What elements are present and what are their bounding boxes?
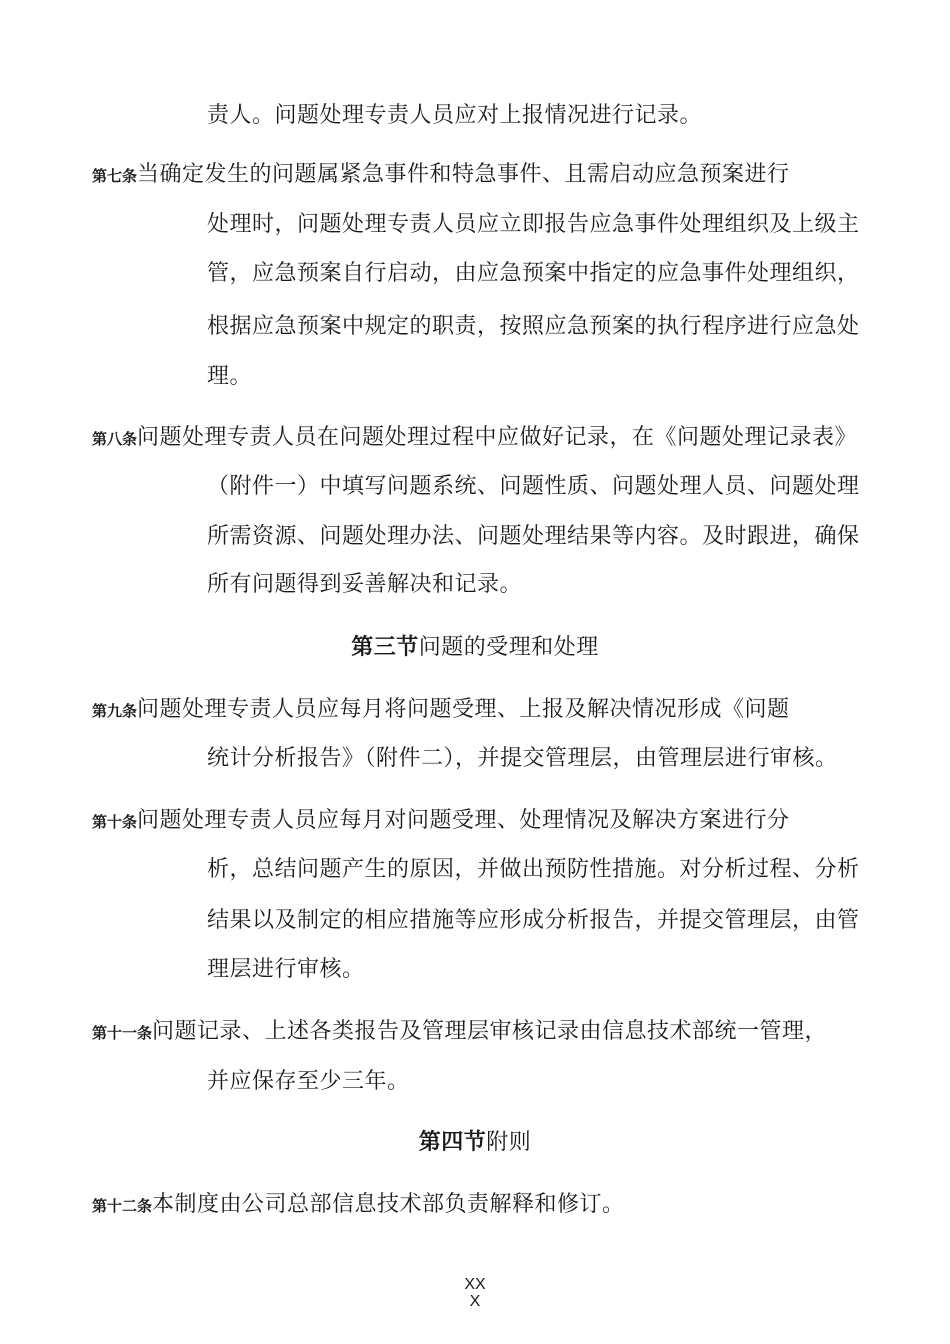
article-10-line-4: 理层进行审核。 xyxy=(207,957,365,982)
section-title: 附则 xyxy=(486,1130,532,1155)
article-text: 问题记录、上述各类报告及管理层审核记录由信息技术部统一管理， xyxy=(152,1019,828,1044)
article-text: 本制度由公司总部信息技术部负责解释和修订。 xyxy=(152,1192,625,1217)
article-label: 第十二条 xyxy=(92,1197,153,1215)
article-label: 第七条 xyxy=(92,167,138,185)
article-label: 第十条 xyxy=(92,813,138,831)
article-8 xyxy=(92,423,857,454)
article-11 xyxy=(92,1017,827,1048)
article-9-line-2: 统计分析报告》（附件二），并提交管理层，由管理层进行审核。 xyxy=(207,746,838,771)
section-title: 问题的受理和处理 xyxy=(418,635,599,660)
article-text: 问题处理专责人员应每月将问题受理、上报及解决情况形成《问题 xyxy=(137,697,790,722)
page-footer-line-2: X xyxy=(469,1293,481,1310)
article-8-line-2: （附件一）中填写问题系统、问题性质、问题处理人员、问题处理 xyxy=(207,474,860,499)
article-label: 第九条 xyxy=(92,702,138,720)
article-12 xyxy=(92,1190,625,1221)
article-7-line-3: 管，应急预案自行启动，由应急预案中指定的应急事件处理组织， xyxy=(207,261,860,286)
article-7-line-2: 处理时，问题处理专责人员应立即报告应急事件处理组织及上级主 xyxy=(207,212,860,237)
article-9 xyxy=(92,695,790,726)
article-7-line-4: 根据应急预案中规定的职责，按照应急预案的执行程序进行应急处 xyxy=(207,314,860,339)
article-text: 当确定发生的问题属紧急事件和特急事件、且需启动应急预案进行 xyxy=(137,162,790,187)
article-11-line-2: 并应保存至少三年。 xyxy=(207,1069,410,1094)
article-10-line-2: 析，总结问题产生的原因，并做出预防性措施。对分析过程、分析 xyxy=(207,857,860,882)
article-label: 第十一条 xyxy=(92,1024,153,1042)
article-8-line-3: 所需资源、问题处理办法、问题处理结果等内容。及时跟进，确保 xyxy=(207,524,860,549)
section-number: 第三节 xyxy=(351,635,419,660)
article-text: 问题处理专责人员在问题处理过程中应做好记录，在《问题处理记录表》 xyxy=(137,425,858,450)
paragraph-text: 责人。问题处理专责人员应对上报情况进行记录。 xyxy=(207,103,703,128)
page-footer-line-1: XX xyxy=(464,1276,486,1293)
section-heading-4 xyxy=(0,1128,950,1158)
article-10 xyxy=(92,806,790,837)
article-10-line-3: 结果以及制定的相应措施等应形成分析报告，并提交管理层，由管 xyxy=(207,908,860,933)
article-7 xyxy=(92,160,790,191)
section-number: 第四节 xyxy=(418,1130,487,1155)
article-text: 问题处理专责人员应每月对问题受理、处理情况及解决方案进行分 xyxy=(137,808,790,833)
article-8-line-4: 所有问题得到妥善解决和记录。 xyxy=(207,572,523,597)
article-label: 第八条 xyxy=(92,430,138,448)
article-7-line-5: 理。 xyxy=(207,364,253,389)
section-heading-3 xyxy=(0,633,950,663)
paragraph-continuation xyxy=(207,101,702,131)
